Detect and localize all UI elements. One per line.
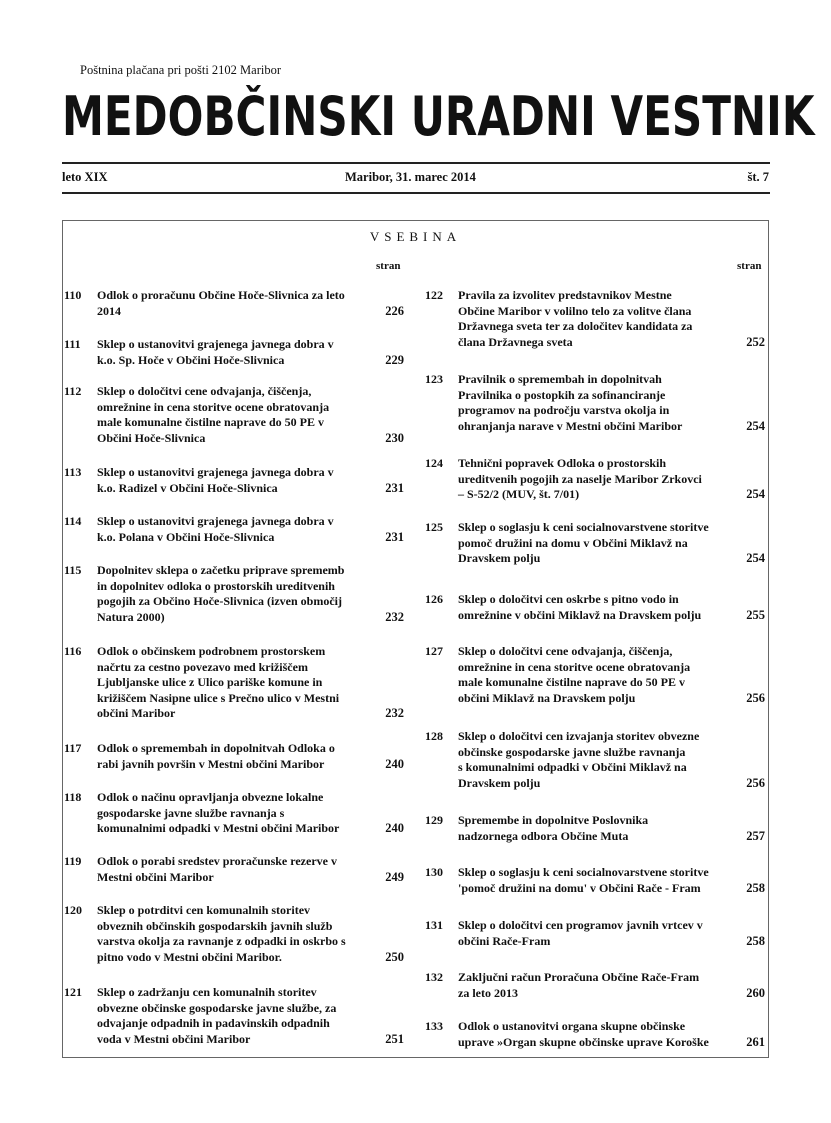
toc-entry-page: 251 <box>385 1031 404 1046</box>
toc-entry-title-line: omrežnine v občini Miklavž na Dravskem polju <box>458 607 702 622</box>
toc-entry-number: 119 <box>64 854 82 868</box>
toc-entry-title-line: k.o. Polana v Občini Hoče-Slivnica <box>97 529 275 544</box>
masthead-title: MEDOBČINSKI URADNI VESTNIK <box>62 85 815 148</box>
toc-entry-title-line: omrežnine in cena storitve ocene obratovanja <box>97 399 330 414</box>
toc-entry-title-line: občinske gospodarske javne službe ravnanja <box>458 744 686 759</box>
toc-entry-number: 133 <box>425 1019 443 1033</box>
toc-entry-title-line: Tehnični popravek Odloka o prostorskih <box>458 456 667 470</box>
toc-entry-number: 120 <box>64 903 82 917</box>
toc-entry-title-line: pogojih za Občino Hoče-Slivnica (izven območij <box>97 594 342 609</box>
toc-entry-number: 128 <box>425 729 443 743</box>
toc-entry-title-line: pomoč družini na domu v Občini Miklavž na <box>458 535 688 550</box>
toc-entry-title-line: Odlok o načinu opravljanja obvezne lokalne <box>97 790 324 804</box>
toc-entry-number: 113 <box>64 465 82 479</box>
contents-title: VSEBINA <box>369 229 462 244</box>
toc-entry-title-line: člana Državnega sveta <box>458 334 573 349</box>
toc-entry-title-line: Sklep o določitvi cen oskrbe s pitno vodo in <box>458 592 679 606</box>
toc-entry-page: 254 <box>746 551 765 566</box>
toc-entry-page: 254 <box>746 487 765 502</box>
toc-entry-title <box>458 520 764 567</box>
bottom-rule <box>62 192 770 194</box>
toc-entry-title-line: Sklep o ustanovitvi grajenega javnega dobra v <box>97 337 334 351</box>
toc-entry-number: 121 <box>64 985 82 999</box>
toc-entry-title <box>458 865 764 896</box>
toc-entry-title <box>97 644 403 722</box>
toc-entry-title-line: Spremembe in dopolnitve Poslovnika <box>458 813 649 827</box>
toc-entry-title-line: 'pomoč družini na domu' v Občini Rače - Fram <box>458 880 701 895</box>
toc-entry-page: 232 <box>385 609 404 624</box>
toc-entry-title-line: ureditvenih pogojih za naselje Maribor Zrkovci <box>458 471 702 486</box>
toc-entry-title-line: Sklep o soglasju k ceni socialnovarstvene storitve <box>458 520 709 534</box>
toc-entry-title-line: varstva okolja za ravnanje z odpadki in oskrbo s <box>97 934 346 949</box>
toc-entry-title-line: Mestni občini Maribor <box>97 869 214 884</box>
toc-entry-title-line: Odlok o spremembah in dopolnitvah Odloka o <box>97 741 335 755</box>
toc-entry-title-line: s komunalnimi odpadki v Občini Miklavž na <box>458 760 687 775</box>
toc-entry-number: 125 <box>425 520 443 534</box>
toc-entry-title <box>97 563 403 625</box>
toc-entry-number: 127 <box>425 644 443 658</box>
toc-entry-title-line: gospodarske javne službe ravnanja s <box>97 805 285 820</box>
toc-entry-page: 250 <box>385 949 404 964</box>
toc-entry-title-line: Zaključni račun Proračuna Občine Rače-Fram <box>458 970 700 984</box>
toc-entry-title <box>458 729 764 791</box>
toc-entry-title-line: Državnega sveta ter za določitev kandidata za <box>458 319 693 334</box>
toc-entry-title <box>458 644 764 706</box>
toc-entry-page: 257 <box>746 828 765 843</box>
toc-entry-title-line: Sklep o določitvi cen programov javnih vrtcev v <box>458 918 703 932</box>
toc-entry-title <box>97 903 403 965</box>
toc-entry-title-line: Pravilnik o spremembah in dopolnitvah <box>458 372 662 386</box>
page-heading-right: stran <box>737 260 762 272</box>
toc-entry-number: 124 <box>425 456 443 470</box>
toc-entry-number: 129 <box>425 813 443 827</box>
toc-entry-title <box>458 970 764 1001</box>
toc-entry-number: 115 <box>64 563 82 577</box>
toc-entry-title-line: Ljubljanske ulice z Ulico pariške komune in <box>97 675 323 690</box>
toc-entry-number: 130 <box>425 865 443 879</box>
toc-entry-page: 231 <box>385 480 404 495</box>
toc-entry-page: 240 <box>385 821 404 836</box>
postage-note: Poštnina plačana pri pošti 2102 Maribor <box>80 63 282 77</box>
toc-entry-title-line: ohranjanja narave v Mestni občini Maribor <box>458 418 683 433</box>
toc-entry-page: 226 <box>385 303 404 318</box>
toc-entry-title-line: Sklep o potrditvi cen komunalnih storitev <box>97 903 311 917</box>
toc-entry-title-line: – S-52/2 (MUV, št. 7/01) <box>458 487 580 502</box>
toc-entry-title-line: rabi javnih površin v Mestni občini Maribor <box>97 756 325 771</box>
toc-entry-title-line: komunalnimi odpadki v Mestni občini Maribor <box>97 821 340 836</box>
toc-entry-title-line: uprave »Organ skupne občinske uprave Koroške <box>458 1034 709 1049</box>
toc-entry-page: 260 <box>746 985 765 1000</box>
toc-entry-page: 249 <box>385 869 404 884</box>
toc-entry-title <box>97 741 403 772</box>
toc-entry-number: 132 <box>425 970 443 984</box>
toc-entry-number: 118 <box>64 790 82 804</box>
toc-entry-title-line: Sklep o določitvi cene odvajanja, čiščenja, <box>97 384 312 398</box>
toc-entry-title-line: Odlok o porabi sredstev proračunske rezerve v <box>97 854 337 868</box>
toc-entry-number: 122 <box>425 288 443 302</box>
toc-entry-title <box>97 514 403 545</box>
toc-entry-number: 112 <box>64 384 82 398</box>
toc-entry-title-line: male komunalne čistilne naprave do 50 PE v <box>97 415 325 430</box>
toc-entry-title <box>458 813 764 844</box>
toc-entry-title-line: Odlok o ustanovitvi organa skupne občinske <box>458 1019 686 1033</box>
page-heading-left: stran <box>376 260 401 272</box>
toc-entry-number: 116 <box>64 644 82 658</box>
toc-entry-number: 110 <box>64 288 82 302</box>
toc-entry-number: 123 <box>425 372 443 386</box>
toc-entry-title <box>97 337 403 368</box>
toc-entry-title-line: odvajanje odpadnih in padavinskih odpadnih <box>97 1016 330 1031</box>
toc-entry-title-line: za leto 2013 <box>458 985 518 1000</box>
toc-entry-title-line: načrtu za cestno povezavo med križiščem <box>97 659 308 674</box>
toc-entry-title-line: 2014 <box>97 303 121 318</box>
toc-entry-title <box>97 985 403 1047</box>
toc-entry-page: 258 <box>746 933 765 948</box>
toc-entry-number: 131 <box>425 918 443 932</box>
toc-entry-title-line: Odlok o proračunu Občine Hoče-Slivnica za leto <box>97 288 345 302</box>
toc-entry-number: 117 <box>64 741 82 755</box>
toc-entry-title-line: obvezne občinske gospodarske javne službe, za <box>97 1000 337 1015</box>
toc-entry-title-line: občini Rače-Fram <box>458 933 551 948</box>
toc-entry-title-line: Pravila za izvolitev predstavnikov Mestne <box>458 288 672 302</box>
toc-entry-title <box>97 854 403 885</box>
issue-number: št. 7 <box>747 170 769 184</box>
toc-entry-title-line: občini Miklavž na Dravskem polju <box>458 690 636 705</box>
toc-entry-title-line: Sklep o določitvi cene odvajanja, čiščenja, <box>458 644 673 658</box>
toc-entry-title-line: Občini Hoče-Slivnica <box>97 430 206 445</box>
toc-entry-title <box>458 372 764 434</box>
toc-entry-title-line: Sklep o ustanovitvi grajenega javnega dobra v <box>97 465 334 479</box>
toc-entry-title-line: Sklep o določitvi cen izvajanja storitev obvezne <box>458 729 700 743</box>
toc-entry-title-line: Natura 2000) <box>97 609 165 624</box>
toc-entry-page: 240 <box>385 756 404 771</box>
toc-entry-title <box>458 918 764 949</box>
toc-entry-title-line: voda v Mestni občini Maribor <box>97 1031 251 1046</box>
toc-entry-title-line: Dravskem polju <box>458 775 541 790</box>
top-rule <box>62 162 770 164</box>
toc-entry-title-line: Občine Maribor v volilno telo za volitve člana <box>458 303 692 318</box>
toc-entry-title <box>97 288 403 319</box>
toc-entry-title-line: Dravskem polju <box>458 551 541 566</box>
place-date: Maribor, 31. marec 2014 <box>345 170 476 184</box>
toc-entry-title-line: Sklep o soglasju k ceni socialnovarstvene storitve <box>458 865 709 879</box>
toc-entry-title-line: in dopolnitev odloka o prostorskih ureditvenih <box>97 578 335 593</box>
toc-entry-page: 256 <box>746 775 765 790</box>
toc-entry-title-line: Pravilnika o postopkih za sofinanciranje <box>458 387 666 402</box>
toc-entry-page: 229 <box>385 352 404 367</box>
toc-entry-number: 111 <box>64 337 81 351</box>
toc-entry-title <box>458 592 764 623</box>
volume-label: leto XIX <box>62 170 108 184</box>
toc-entry-number: 114 <box>64 514 82 528</box>
toc-entry-title-line: Sklep o zadržanju cen komunalnih storitev <box>97 985 317 999</box>
toc-entry-page: 261 <box>746 1034 765 1049</box>
toc-entry-page: 256 <box>746 690 765 705</box>
toc-entry-title <box>97 465 403 496</box>
toc-entry-title-line: programov na področju varstva okolja in <box>458 403 670 418</box>
toc-entry-page: 231 <box>385 529 404 544</box>
toc-entry-title-line: križiščem Nasipne ulice s Prečno ulico v Mestni <box>97 690 340 705</box>
toc-entry-title-line: nadzornega odbora Občine Muta <box>458 828 629 843</box>
toc-entry-title-line: male komunalne čistilne naprave do 50 PE v <box>458 675 686 690</box>
toc-entry-page: 258 <box>746 880 765 895</box>
toc-entry-title <box>97 790 403 837</box>
toc-entry-title-line: občini Maribor <box>97 706 176 721</box>
toc-entry-title <box>458 456 764 503</box>
toc-entry-page: 252 <box>746 334 765 349</box>
toc-entry-title-line: Dopolnitev sklepa o začetku priprave sprememb <box>97 563 345 577</box>
toc-entry-title <box>458 288 764 350</box>
toc-entry-title-line: k.o. Sp. Hoče v Občini Hoče-Slivnica <box>97 352 285 367</box>
toc-entry-title-line: pitno vodo v Mestni občini Maribor. <box>97 949 282 964</box>
toc-entry-title-line: obveznih občinskih gospodarskih javnih služb <box>97 918 333 933</box>
toc-entry-title-line: Odlok o občinskem podrobnem prostorskem <box>97 644 326 658</box>
toc-entry-page: 254 <box>746 418 765 433</box>
toc-entry-title-line: omrežnine in cena storitve ocene obratovanja <box>458 659 691 674</box>
toc-entry-number: 126 <box>425 592 443 606</box>
toc-entry-page: 255 <box>746 607 765 622</box>
toc-entry-page: 230 <box>385 430 404 445</box>
toc-entry-page: 232 <box>385 706 404 721</box>
toc-entry-title <box>97 384 403 446</box>
toc-entry-title-line: k.o. Radizel v Občini Hoče-Slivnica <box>97 480 278 495</box>
toc-entry-title-line: Sklep o ustanovitvi grajenega javnega dobra v <box>97 514 334 528</box>
toc-entry-title <box>458 1019 764 1050</box>
